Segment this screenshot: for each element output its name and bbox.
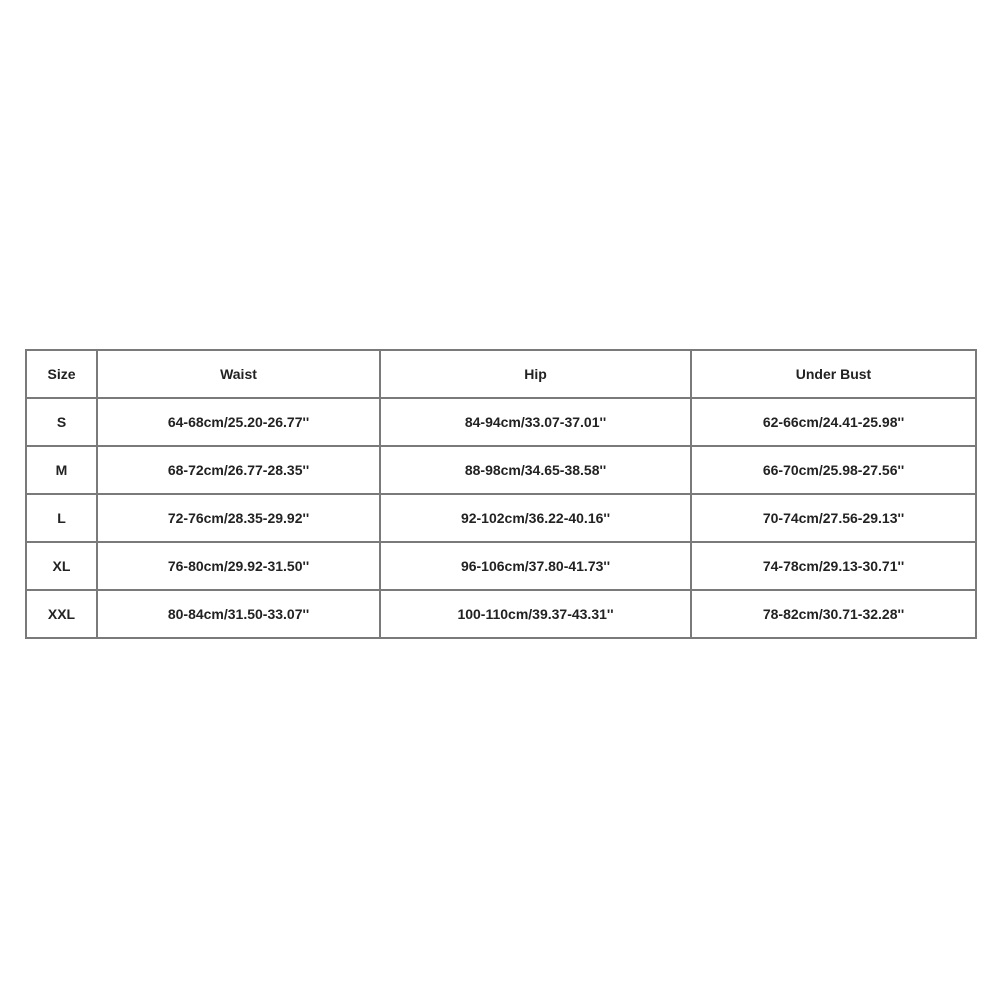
table-row [26, 590, 976, 638]
table-body [26, 398, 976, 638]
table-row [26, 446, 976, 494]
hip-cell: 84-94cm/33.07-37.01'' [380, 398, 691, 446]
size-cell: M [26, 446, 97, 494]
table-row [26, 398, 976, 446]
under-bust-cell: 70-74cm/27.56-29.13'' [691, 494, 976, 542]
under-bust-cell: 78-82cm/30.71-32.28'' [691, 590, 976, 638]
waist-cell: 80-84cm/31.50-33.07'' [97, 590, 380, 638]
size-cell: XL [26, 542, 97, 590]
header-waist: Waist [97, 350, 380, 398]
header-hip: Hip [380, 350, 691, 398]
table-header [26, 350, 976, 398]
header-under-bust: Under Bust [691, 350, 976, 398]
hip-cell: 96-106cm/37.80-41.73'' [380, 542, 691, 590]
waist-cell: 76-80cm/29.92-31.50'' [97, 542, 380, 590]
under-bust-cell: 74-78cm/29.13-30.71'' [691, 542, 976, 590]
waist-cell: 68-72cm/26.77-28.35'' [97, 446, 380, 494]
size-chart-table [25, 349, 977, 639]
under-bust-cell: 62-66cm/24.41-25.98'' [691, 398, 976, 446]
header-size: Size [26, 350, 97, 398]
header-row [26, 350, 976, 398]
size-cell: S [26, 398, 97, 446]
hip-cell: 92-102cm/36.22-40.16'' [380, 494, 691, 542]
waist-cell: 64-68cm/25.20-26.77'' [97, 398, 380, 446]
size-cell: XXL [26, 590, 97, 638]
size-cell: L [26, 494, 97, 542]
hip-cell: 88-98cm/34.65-38.58'' [380, 446, 691, 494]
table-row [26, 494, 976, 542]
under-bust-cell: 66-70cm/25.98-27.56'' [691, 446, 976, 494]
hip-cell: 100-110cm/39.37-43.31'' [380, 590, 691, 638]
waist-cell: 72-76cm/28.35-29.92'' [97, 494, 380, 542]
table-row [26, 542, 976, 590]
